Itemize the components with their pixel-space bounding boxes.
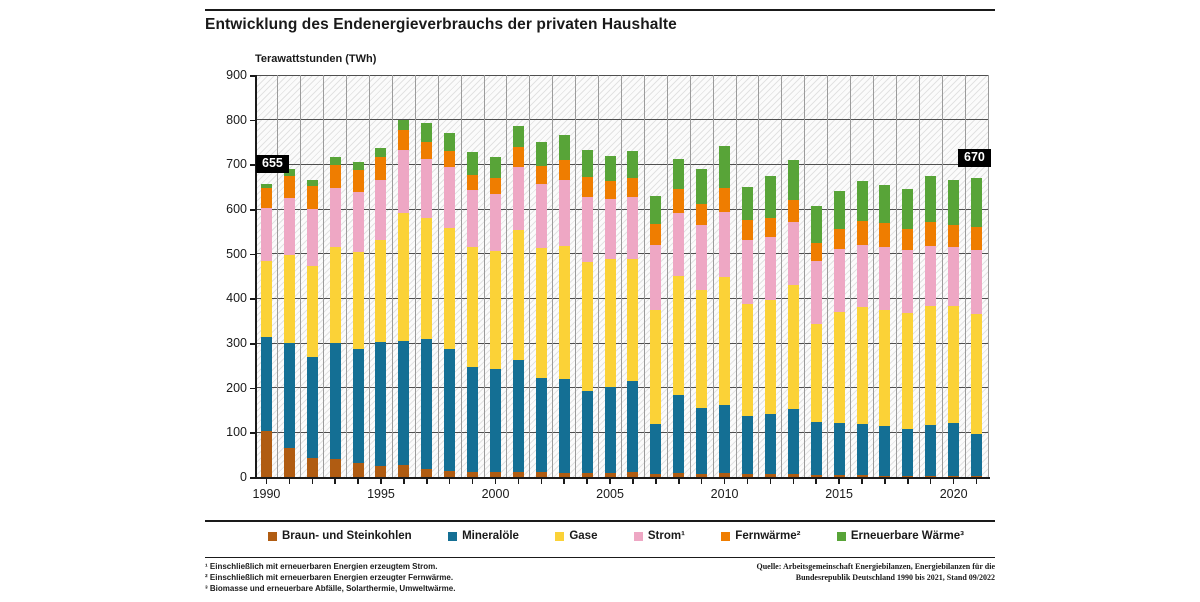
bar-segment-2001-fernw-rme- xyxy=(513,147,524,167)
bar-segment-2017-gase xyxy=(879,310,890,426)
bar-segment-2002-erneuerbare-w-rme- xyxy=(536,142,547,166)
bar-segment-1996-erneuerbare-w-rme- xyxy=(398,120,409,131)
bar-segment-1993-braun-und-steinkohlen xyxy=(330,459,341,477)
gridline-x-5 xyxy=(369,75,370,477)
bar-segment-2021-mineral-le xyxy=(971,434,982,476)
bar-segment-2006-gase xyxy=(627,259,638,381)
bar-segment-2012-strom- xyxy=(765,237,776,300)
bar-segment-1992-fernw-rme- xyxy=(307,186,318,209)
bar-segment-2018-fernw-rme- xyxy=(902,229,913,250)
x-tick-2001 xyxy=(518,479,520,484)
bar-segment-2007-erneuerbare-w-rme- xyxy=(650,196,661,224)
bar-segment-2009-erneuerbare-w-rme- xyxy=(696,169,707,204)
bar-segment-1990-erneuerbare-w-rme- xyxy=(261,184,272,188)
bar-segment-1996-mineral-le xyxy=(398,341,409,465)
gridline-x-30 xyxy=(942,75,943,477)
x-tick-2015 xyxy=(838,479,840,484)
bar-segment-2018-gase xyxy=(902,313,913,429)
legend-swatch-icon xyxy=(448,532,457,541)
gridline-x-3 xyxy=(323,75,324,477)
bar-segment-2005-mineral-le xyxy=(605,387,616,473)
bar-segment-2020-mineral-le xyxy=(948,423,959,477)
gridline-x-31 xyxy=(965,75,966,477)
gridline-x-4 xyxy=(346,75,347,477)
bar-segment-1990-gase xyxy=(261,261,272,337)
y-tick-label-200: 200 xyxy=(226,380,247,395)
source-attribution xyxy=(757,561,996,583)
x-tick-2011 xyxy=(747,479,749,484)
gridline-x-17 xyxy=(644,75,645,477)
gridline-x-12 xyxy=(529,75,530,477)
bar-segment-2005-erneuerbare-w-rme- xyxy=(605,156,616,181)
bar-segment-1995-gase xyxy=(375,240,386,342)
gridline-x-22 xyxy=(758,75,759,477)
bar-segment-1998-erneuerbare-w-rme- xyxy=(444,133,455,151)
x-tick-label-1990: 1990 xyxy=(252,487,281,501)
x-tick-label-2010: 2010 xyxy=(710,487,739,501)
y-tick-700 xyxy=(250,164,255,166)
bar-segment-1996-braun-und-steinkohlen xyxy=(398,465,409,477)
y-tick-label-800: 800 xyxy=(226,112,247,127)
y-tick-900 xyxy=(250,75,255,77)
bar-segment-2012-gase xyxy=(765,300,776,414)
bar-segment-2009-mineral-le xyxy=(696,408,707,475)
bar-segment-2013-fernw-rme- xyxy=(788,200,799,222)
gridline-x-19 xyxy=(690,75,691,477)
bar-segment-2008-mineral-le xyxy=(673,395,684,473)
bar-segment-2014-gase xyxy=(811,324,822,422)
bar-segment-2018-mineral-le xyxy=(902,429,913,476)
source-line-2: Bundesrepublik Deutschland 1990 bis 2021, Stand 09/2022 xyxy=(795,573,995,582)
bar-segment-1998-mineral-le xyxy=(444,349,455,471)
gridline-x-13 xyxy=(552,75,553,477)
source-line-1: Quelle: Arbeitsgemeinschaft Energiebilanzen, Energiebilanzen für die xyxy=(756,562,995,571)
bar-segment-2009-strom- xyxy=(696,225,707,290)
bar-segment-2016-gase xyxy=(857,307,868,424)
total-label-1990: 655 xyxy=(256,155,289,173)
bar-segment-1999-mineral-le xyxy=(467,367,478,472)
bar-segment-2015-strom- xyxy=(834,249,845,312)
x-tick-1998 xyxy=(449,479,451,484)
bar-segment-1997-fernw-rme- xyxy=(421,142,432,159)
bar-segment-2012-fernw-rme- xyxy=(765,218,776,237)
legend-label: Strom¹ xyxy=(647,530,685,542)
bar-segment-2011-mineral-le xyxy=(742,416,753,474)
bar-segment-1994-strom- xyxy=(353,192,364,252)
y-tick-label-600: 600 xyxy=(226,202,247,216)
bar-segment-1998-fernw-rme- xyxy=(444,151,455,167)
legend-swatch-icon xyxy=(268,532,277,541)
bar-segment-2015-mineral-le xyxy=(834,423,845,474)
bar-segment-2006-strom- xyxy=(627,197,638,259)
bar-segment-1995-mineral-le xyxy=(375,342,386,466)
bar-segment-2015-erneuerbare-w-rme- xyxy=(834,191,845,229)
legend-item-gase xyxy=(555,530,597,542)
bar-segment-2006-erneuerbare-w-rme- xyxy=(627,151,638,179)
y-tick-100 xyxy=(250,432,255,434)
bar-segment-2004-strom- xyxy=(582,197,593,262)
bar-segment-2007-gase xyxy=(650,310,661,424)
bar-segment-1992-gase xyxy=(307,266,318,357)
bar-segment-2000-mineral-le xyxy=(490,369,501,471)
bar-segment-2011-fernw-rme- xyxy=(742,220,753,240)
total-label-2021: 670 xyxy=(958,149,991,167)
x-tick-2002 xyxy=(541,479,543,484)
bar-segment-1992-erneuerbare-w-rme- xyxy=(307,180,318,187)
bar-segment-2010-erneuerbare-w-rme- xyxy=(719,146,730,188)
bar-segment-2000-fernw-rme- xyxy=(490,178,501,195)
bar-segment-1990-braun-und-steinkohlen xyxy=(261,431,272,477)
footnotes xyxy=(205,561,455,594)
legend-item-erneuerbare-w-rme- xyxy=(837,530,964,542)
bar-segment-1992-mineral-le xyxy=(307,357,318,458)
bar-segment-2021-strom- xyxy=(971,250,982,315)
bar-segment-2012-mineral-le xyxy=(765,414,776,474)
legend-item-braun-und-steinkohlen xyxy=(268,530,412,542)
bar-segment-2003-fernw-rme- xyxy=(559,160,570,180)
footnote-1: ¹ Einschließlich mit erneuerbaren Energien erzeugtem Strom. xyxy=(205,562,438,571)
gridline-x-15 xyxy=(598,75,599,477)
x-tick-2005 xyxy=(609,479,611,484)
bar-segment-1998-gase xyxy=(444,228,455,349)
y-tick-400 xyxy=(250,298,255,300)
bar-segment-2020-fernw-rme- xyxy=(948,225,959,247)
x-tick-1995 xyxy=(380,479,382,484)
legend-item-fernw-rme- xyxy=(721,530,800,542)
legend-swatch-icon xyxy=(634,532,643,541)
y-tick-300 xyxy=(250,343,255,345)
bar-segment-2002-mineral-le xyxy=(536,378,547,472)
gridline-x-8 xyxy=(438,75,439,477)
bar-segment-2002-strom- xyxy=(536,184,547,247)
bar-segment-2000-erneuerbare-w-rme- xyxy=(490,157,501,178)
bar-segment-2006-fernw-rme- xyxy=(627,178,638,197)
x-tick-2021 xyxy=(976,479,978,484)
x-tick-2012 xyxy=(770,479,772,484)
x-tick-2016 xyxy=(861,479,863,484)
bar-segment-1993-gase xyxy=(330,247,341,343)
footnote-2: ² Einschließlich mit erneuerbaren Energien erzeugter Fernwärme. xyxy=(205,573,454,582)
bar-segment-1999-strom- xyxy=(467,190,478,248)
y-tick-label-400: 400 xyxy=(226,291,247,306)
bar-segment-2005-strom- xyxy=(605,199,616,260)
bar-segment-1993-mineral-le xyxy=(330,343,341,459)
bar-segment-1995-erneuerbare-w-rme- xyxy=(375,148,386,157)
bar-segment-2016-strom- xyxy=(857,245,868,307)
bar-segment-2020-gase xyxy=(948,306,959,422)
bar-segment-1993-fernw-rme- xyxy=(330,165,341,188)
legend-label: Fernwärme² xyxy=(735,530,801,542)
x-tick-1991 xyxy=(289,479,291,484)
bar-segment-1997-mineral-le xyxy=(421,339,432,469)
bar-segment-2014-fernw-rme- xyxy=(811,243,822,262)
bar-segment-2013-erneuerbare-w-rme- xyxy=(788,160,799,199)
x-tick-1996 xyxy=(403,479,405,484)
bar-segment-2002-gase xyxy=(536,248,547,378)
y-tick-label-100: 100 xyxy=(226,425,247,440)
bar-segment-2000-gase xyxy=(490,251,501,369)
bar-segment-2004-mineral-le xyxy=(582,391,593,474)
gridline-x-7 xyxy=(415,75,416,477)
bar-segment-1994-gase xyxy=(353,252,364,349)
bar-segment-2007-mineral-le xyxy=(650,424,661,474)
bar-segment-2017-fernw-rme- xyxy=(879,223,890,247)
bar-segment-1990-fernw-rme- xyxy=(261,188,272,208)
bar-segment-1999-erneuerbare-w-rme- xyxy=(467,152,478,175)
x-tick-1997 xyxy=(426,479,428,484)
gridline-x-27 xyxy=(873,75,874,477)
bar-segment-2020-strom- xyxy=(948,247,959,306)
bar-segment-1995-braun-und-steinkohlen xyxy=(375,466,386,477)
bar-segment-2021-gase xyxy=(971,314,982,434)
y-tick-800 xyxy=(250,120,255,122)
bar-segment-1997-strom- xyxy=(421,159,432,217)
bar-segment-2017-erneuerbare-w-rme- xyxy=(879,185,890,223)
x-tick-2014 xyxy=(815,479,817,484)
bar-segment-2020-erneuerbare-w-rme- xyxy=(948,180,959,225)
x-tick-2004 xyxy=(586,479,588,484)
bar-segment-2015-gase xyxy=(834,312,845,424)
bar-segment-2009-gase xyxy=(696,290,707,407)
bar-segment-2021-erneuerbare-w-rme- xyxy=(971,178,982,228)
top-rule xyxy=(205,9,995,11)
legend xyxy=(268,530,964,542)
x-tick-label-2005: 2005 xyxy=(596,487,624,501)
gridline-x-1 xyxy=(277,75,278,477)
x-axis-line xyxy=(251,477,990,479)
bar-segment-2004-fernw-rme- xyxy=(582,177,593,197)
bar-segment-2016-mineral-le xyxy=(857,424,868,475)
gridline-x-23 xyxy=(781,75,782,477)
bar-segment-2003-strom- xyxy=(559,180,570,246)
bar-segment-2007-strom- xyxy=(650,245,661,310)
bar-segment-2008-fernw-rme- xyxy=(673,189,684,213)
bar-segment-1996-strom- xyxy=(398,150,409,213)
gridline-x-28 xyxy=(896,75,897,477)
bar-segment-1991-fernw-rme- xyxy=(284,176,295,198)
bar-segment-2007-fernw-rme- xyxy=(650,224,661,245)
x-tick-2009 xyxy=(701,479,703,484)
bar-segment-2021-fernw-rme- xyxy=(971,227,982,249)
bar-segment-2011-strom- xyxy=(742,240,753,304)
gridline-x-10 xyxy=(484,75,485,477)
bar-segment-2017-mineral-le xyxy=(879,426,890,476)
gridline-x-14 xyxy=(575,75,576,477)
bar-segment-2002-fernw-rme- xyxy=(536,166,547,184)
gridline-x-24 xyxy=(804,75,805,477)
legend-item-strom- xyxy=(634,530,685,542)
x-tick-2008 xyxy=(678,479,680,484)
bar-segment-2012-erneuerbare-w-rme- xyxy=(765,176,776,218)
gridline-x-6 xyxy=(392,75,393,477)
bar-segment-1994-mineral-le xyxy=(353,349,364,463)
legend-label: Gase xyxy=(569,530,598,542)
bar-segment-1997-gase xyxy=(421,218,432,339)
plot-area xyxy=(255,75,988,477)
bar-segment-1997-braun-und-steinkohlen xyxy=(421,469,432,477)
bar-segment-2016-fernw-rme- xyxy=(857,221,868,246)
bar-segment-1995-strom- xyxy=(375,180,386,241)
bar-segment-2001-strom- xyxy=(513,167,524,230)
bar-segment-1990-strom- xyxy=(261,208,272,261)
legend-item-mineral-le xyxy=(448,530,519,542)
bar-segment-2019-fernw-rme- xyxy=(925,222,936,246)
gridline-x-25 xyxy=(827,75,828,477)
y-tick-label-0: 0 xyxy=(240,470,247,484)
gridline-x-32 xyxy=(988,75,989,477)
bar-segment-1993-erneuerbare-w-rme- xyxy=(330,157,341,165)
bar-segment-2013-gase xyxy=(788,285,799,408)
bar-segment-2009-fernw-rme- xyxy=(696,204,707,225)
bar-segment-2010-strom- xyxy=(719,212,730,277)
y-axis-unit-label: Terawattstunden (TWh) xyxy=(255,53,377,65)
gridline-x-20 xyxy=(713,75,714,477)
legend-top-rule xyxy=(205,520,995,522)
bar-segment-1998-strom- xyxy=(444,167,455,228)
bar-segment-2013-mineral-le xyxy=(788,409,799,474)
bar-segment-1991-braun-und-steinkohlen xyxy=(284,448,295,477)
bar-segment-2017-strom- xyxy=(879,247,890,310)
x-tick-label-2000: 2000 xyxy=(481,487,510,501)
bar-segment-1994-fernw-rme- xyxy=(353,170,364,192)
bar-segment-2003-erneuerbare-w-rme- xyxy=(559,135,570,160)
y-tick-label-900: 900 xyxy=(226,68,247,82)
gridline-x-2 xyxy=(300,75,301,477)
y-tick-200 xyxy=(250,388,255,390)
bar-segment-2004-erneuerbare-w-rme- xyxy=(582,150,593,177)
chart-title: Entwicklung des Endenergieverbrauchs der privaten Haushalte xyxy=(205,16,677,33)
legend-swatch-icon xyxy=(555,532,564,541)
bar-segment-1991-mineral-le xyxy=(284,343,295,448)
bar-segment-1996-gase xyxy=(398,213,409,341)
bar-segment-2008-gase xyxy=(673,276,684,395)
bar-segment-1995-fernw-rme- xyxy=(375,157,386,180)
x-tick-2000 xyxy=(495,479,497,484)
bar-segment-1990-mineral-le xyxy=(261,337,272,430)
y-tick-600 xyxy=(250,209,255,211)
bar-segment-2015-fernw-rme- xyxy=(834,229,845,249)
bar-segment-1999-gase xyxy=(467,247,478,366)
bar-segment-2008-strom- xyxy=(673,213,684,277)
bar-segment-1992-strom- xyxy=(307,209,318,265)
x-tick-2019 xyxy=(930,479,932,484)
bar-segment-2014-mineral-le xyxy=(811,422,822,475)
legend-bottom-rule xyxy=(205,557,995,558)
x-tick-2013 xyxy=(793,479,795,484)
bar-segment-2010-fernw-rme- xyxy=(719,188,730,213)
y-tick-label-500: 500 xyxy=(226,246,247,261)
x-tick-2010 xyxy=(724,479,726,484)
bar-segment-1996-fernw-rme- xyxy=(398,130,409,150)
footnote-3: ³ Biomasse und erneuerbare Abfälle, Solarthermie, Umweltwärme. xyxy=(205,584,456,593)
gridline-x-26 xyxy=(850,75,851,477)
x-tick-label-2015: 2015 xyxy=(825,487,854,501)
bar-segment-2005-fernw-rme- xyxy=(605,181,616,199)
gridline-x-29 xyxy=(919,75,920,477)
bar-segment-2006-mineral-le xyxy=(627,381,638,473)
legend-swatch-icon xyxy=(721,532,730,541)
bar-segment-2005-gase xyxy=(605,259,616,386)
y-tick-500 xyxy=(250,254,255,256)
x-tick-2006 xyxy=(632,479,634,484)
bar-segment-1994-erneuerbare-w-rme- xyxy=(353,162,364,170)
gridline-x-18 xyxy=(667,75,668,477)
bar-segment-1997-erneuerbare-w-rme- xyxy=(421,123,432,142)
bar-segment-2013-strom- xyxy=(788,222,799,286)
bar-segment-2004-gase xyxy=(582,262,593,391)
x-tick-1993 xyxy=(334,479,336,484)
gridline-x-21 xyxy=(736,75,737,477)
bar-segment-2001-erneuerbare-w-rme- xyxy=(513,126,524,147)
bar-segment-1999-fernw-rme- xyxy=(467,175,478,190)
gridline-x-11 xyxy=(506,75,507,477)
bar-segment-1991-gase xyxy=(284,255,295,343)
x-tick-1999 xyxy=(472,479,474,484)
gridline-x-16 xyxy=(621,75,622,477)
y-tick-label-300: 300 xyxy=(226,336,247,350)
bar-segment-2019-strom- xyxy=(925,246,936,306)
bar-segment-2018-erneuerbare-w-rme- xyxy=(902,189,913,229)
bar-segment-1994-braun-und-steinkohlen xyxy=(353,463,364,477)
bar-segment-2011-erneuerbare-w-rme- xyxy=(742,187,753,221)
bar-segment-2019-gase xyxy=(925,306,936,425)
x-tick-label-1995: 1995 xyxy=(367,487,395,501)
x-tick-1990 xyxy=(266,479,268,484)
gridline-x-9 xyxy=(461,75,462,477)
x-tick-label-2020: 2020 xyxy=(939,487,968,501)
bar-segment-1993-strom- xyxy=(330,188,341,247)
x-tick-2007 xyxy=(655,479,657,484)
bar-segment-2016-erneuerbare-w-rme- xyxy=(857,181,868,220)
bar-segment-1991-strom- xyxy=(284,198,295,254)
legend-label: Erneuerbare Wärme³ xyxy=(850,530,964,542)
legend-label: Mineralöle xyxy=(462,530,519,542)
x-tick-2018 xyxy=(907,479,909,484)
bar-segment-2003-gase xyxy=(559,246,570,379)
y-axis-line xyxy=(255,75,257,479)
bar-segment-2014-strom- xyxy=(811,261,822,324)
x-tick-1994 xyxy=(357,479,359,484)
bar-segment-2010-gase xyxy=(719,277,730,405)
y-tick-0 xyxy=(250,477,255,479)
bar-segment-2001-gase xyxy=(513,230,524,360)
bar-segment-1992-braun-und-steinkohlen xyxy=(307,458,318,477)
bar-segment-2000-strom- xyxy=(490,194,501,251)
legend-swatch-icon xyxy=(837,532,846,541)
bar-segment-2018-strom- xyxy=(902,250,913,313)
x-tick-2003 xyxy=(563,479,565,484)
bar-segment-2011-gase xyxy=(742,304,753,416)
x-tick-1992 xyxy=(312,479,314,484)
bar-segment-2019-mineral-le xyxy=(925,425,936,476)
x-tick-2017 xyxy=(884,479,886,484)
bar-segment-2008-erneuerbare-w-rme- xyxy=(673,159,684,188)
bar-segment-2001-mineral-le xyxy=(513,360,524,472)
bar-segment-2010-mineral-le xyxy=(719,405,730,473)
bar-segment-2014-erneuerbare-w-rme- xyxy=(811,206,822,243)
y-tick-label-700: 700 xyxy=(226,157,247,172)
legend-label: Braun- und Steinkohlen xyxy=(282,530,412,542)
x-tick-2020 xyxy=(953,479,955,484)
bar-segment-2003-mineral-le xyxy=(559,379,570,473)
bar-segment-2019-erneuerbare-w-rme- xyxy=(925,176,936,222)
